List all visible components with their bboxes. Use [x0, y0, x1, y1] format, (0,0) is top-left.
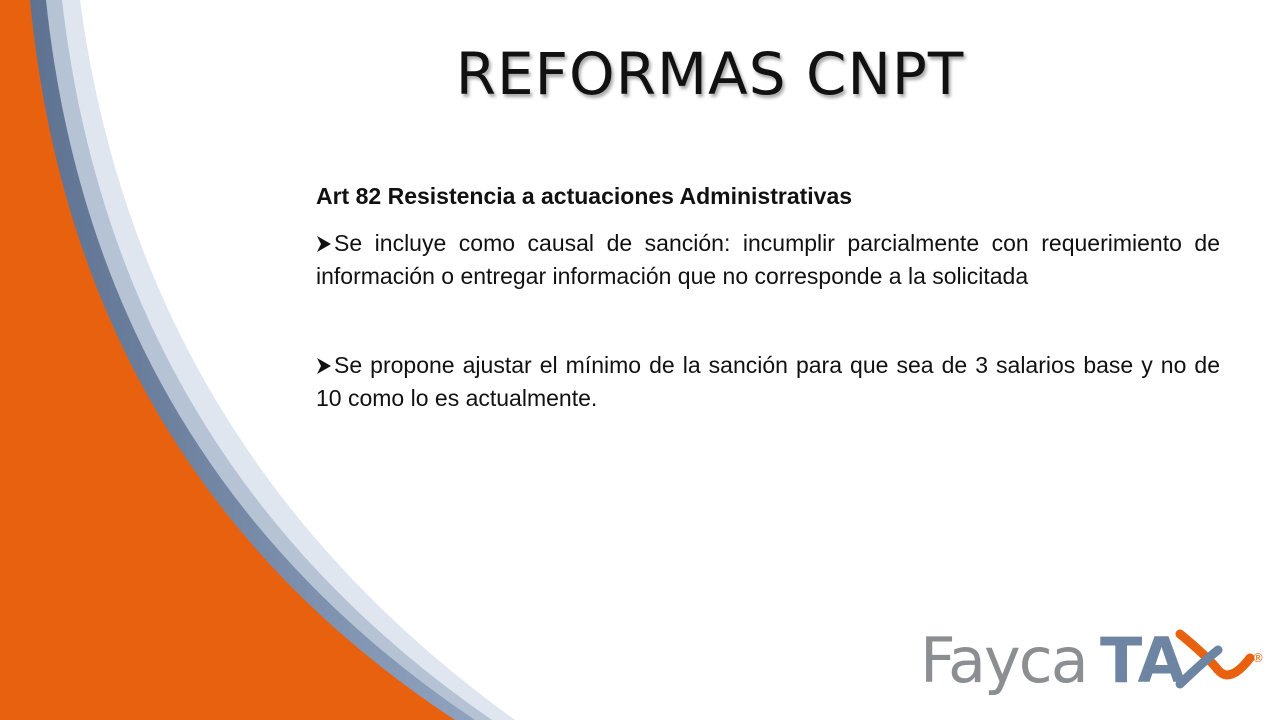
article-heading: Art 82 Resistencia a actuaciones Administrativas: [316, 183, 853, 209]
registered-mark: ®: [1252, 651, 1264, 665]
slide-title: REFORMAS CNPT: [455, 40, 965, 108]
arrow-bullet-icon: [316, 235, 332, 253]
arrow-bullet-icon: [316, 357, 332, 375]
bullet-item: [316, 227, 1220, 293]
faycatax-logo: [918, 612, 1268, 712]
logo-text-ta: TA: [1100, 624, 1186, 697]
bullet-text: Se incluye como causal de sanción: incumplir parcialmente con requerimiento de información o entregar información que no corresponde a la solicitada: [316, 230, 1220, 289]
logo-text-fayca: Fayca: [920, 624, 1087, 697]
bullet-text: Se propone ajustar el mínimo de la sanción para que sea de 3 salarios base y no de 10 como lo es actualmente.: [316, 352, 1220, 411]
bullet-item: [316, 349, 1220, 415]
slide-body: [316, 180, 1220, 415]
